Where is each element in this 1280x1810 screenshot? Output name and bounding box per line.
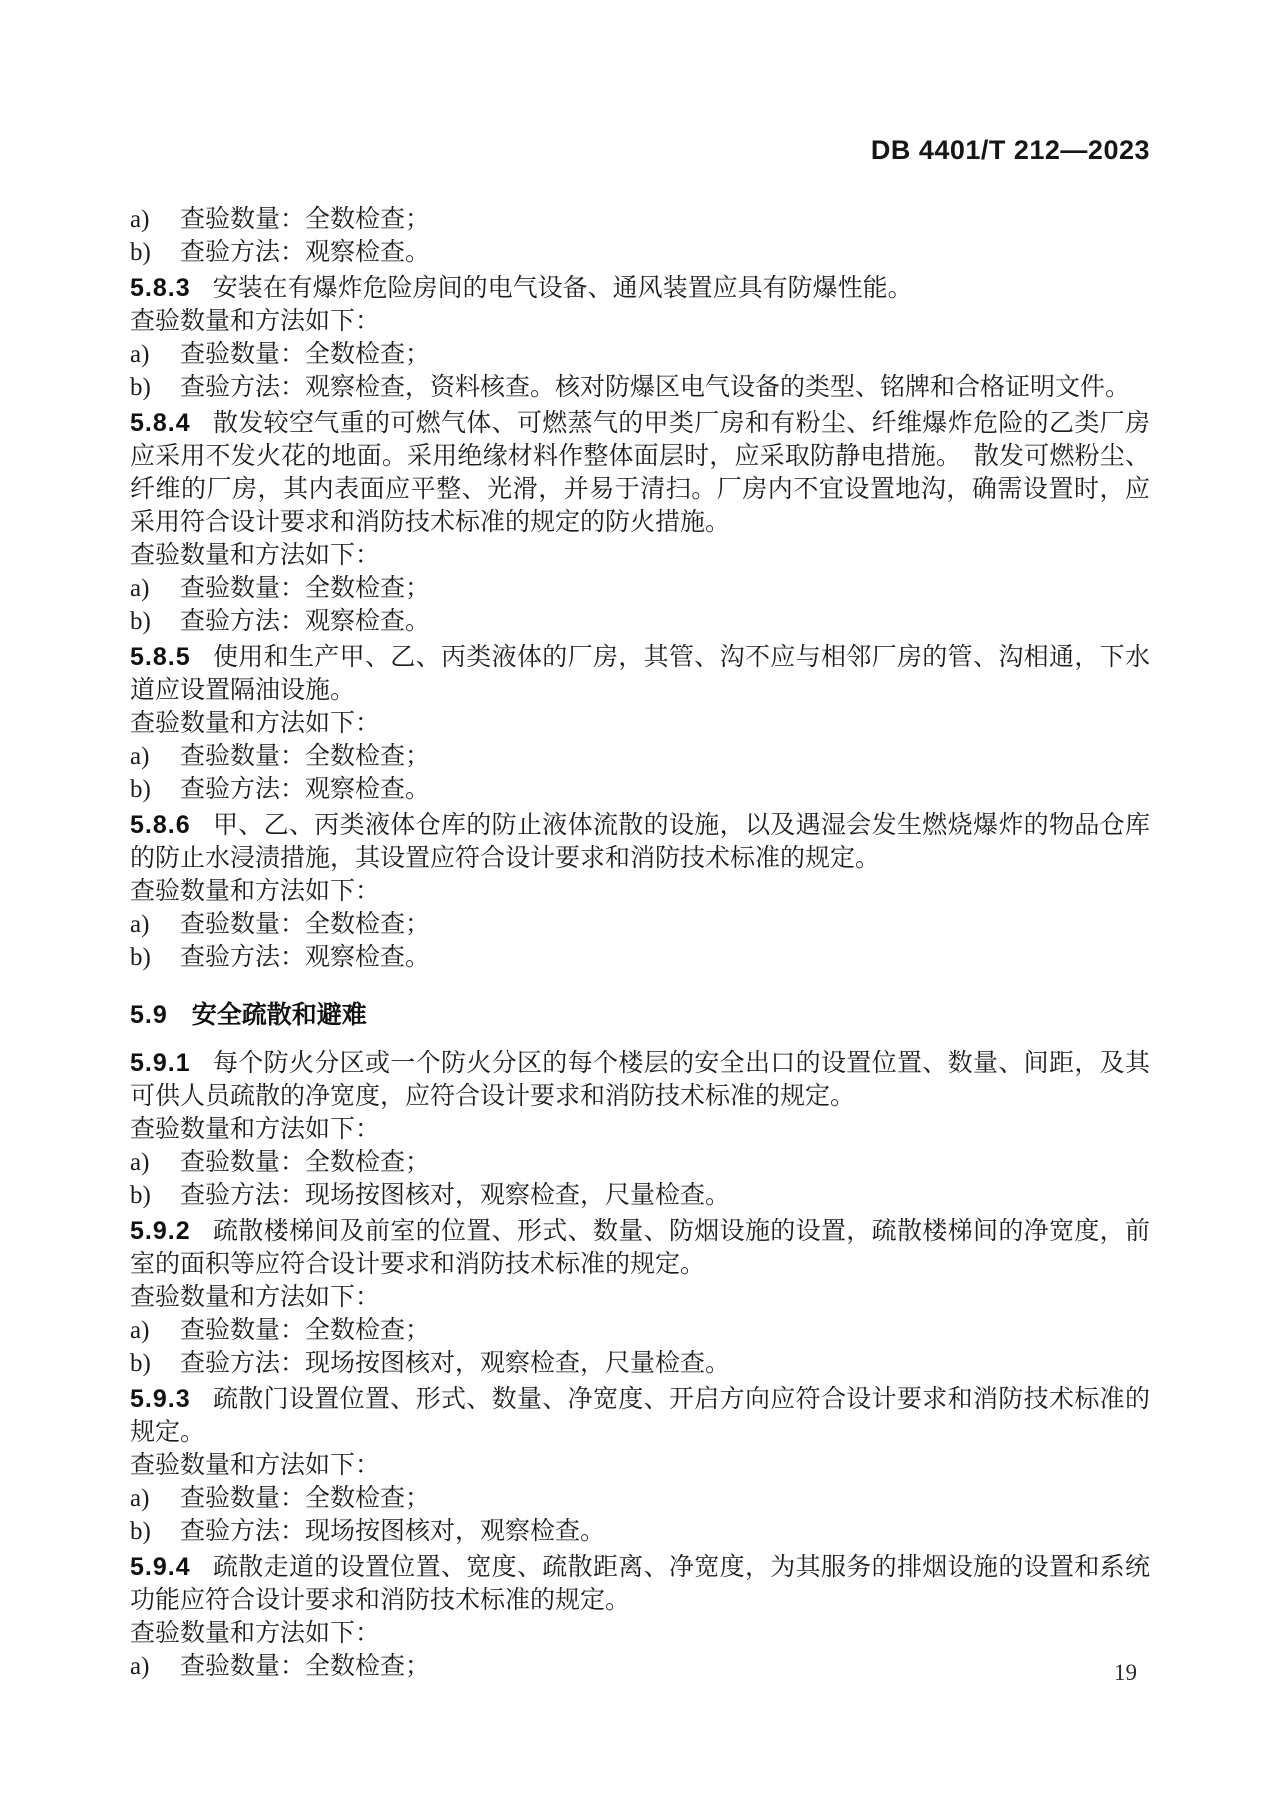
list-item	[130, 203, 1150, 236]
list-item-label: b)	[130, 374, 151, 401]
clause-number: 5.8.5	[130, 643, 191, 671]
list-item-text: 查验方法：观察检查。	[180, 239, 431, 266]
section-heading-5.9	[130, 999, 1150, 1032]
clause-5.9.3	[130, 1383, 1150, 1449]
list-item	[130, 371, 1150, 404]
list-item-label: b)	[130, 1350, 151, 1377]
clause-5.9.4	[130, 1551, 1150, 1617]
list-item	[130, 908, 1150, 941]
page-number: 19	[1114, 1660, 1137, 1685]
list-item-text: 查验数量：全数检查；	[180, 743, 431, 770]
list-item-label: a)	[130, 575, 150, 602]
clause-text: 每个防火分区或一个防火分区的每个楼层的安全出口的设置位置、数量、间距，及其可供人员疏散的净宽度，应符合设计要求和消防技术标准的规定。	[130, 1050, 1150, 1110]
list-item-text: 查验方法：观察检查，资料核查。核对防爆区电气设备的类型、铭牌和合格证明文件。	[180, 374, 1131, 401]
list-item	[130, 572, 1150, 605]
list-item	[130, 941, 1150, 974]
list-item	[130, 1482, 1150, 1515]
clause-5.8.4	[130, 407, 1150, 539]
clause-number: 5.8.3	[130, 274, 191, 302]
list-item	[130, 1347, 1150, 1380]
clause-text: 甲、乙、丙类液体仓库的防止液体流散的设施，以及遇湿会发生燃烧爆炸的物品仓库的防止水浸渍措施，其设置应符合设计要求和消防技术标准的规定。	[130, 812, 1150, 872]
page-content	[130, 135, 1150, 1683]
clause-number: 5.9.2	[130, 1217, 191, 1245]
list-item-label: b)	[130, 944, 151, 971]
clause-number: 5.9.1	[130, 1049, 191, 1077]
list-item-text: 查验数量：全数检查；	[180, 1149, 431, 1176]
list-item	[130, 740, 1150, 773]
list-item	[130, 605, 1150, 638]
clause-number: 5.9.3	[130, 1385, 191, 1413]
clause-number: 5.8.6	[130, 811, 191, 839]
clause-5.8.6	[130, 809, 1150, 875]
list-item-label: a)	[130, 743, 150, 770]
list-item-text: 查验数量：全数检查；	[180, 1317, 431, 1344]
clause-text: 疏散楼梯间及前室的位置、形式、数量、防烟设施的设置，疏散楼梯间的净宽度，前室的面积等应符合设计要求和消防技术标准的规定。	[130, 1218, 1150, 1278]
inspection-intro-line: 查验数量和方法如下：	[130, 308, 381, 335]
list-item-label: a)	[130, 206, 150, 233]
clause-5.8.5	[130, 641, 1150, 707]
section-heading-number: 5.9	[130, 1001, 168, 1029]
list-item-label: b)	[130, 1182, 151, 1209]
list-item-label: a)	[130, 911, 150, 938]
clause-text: 使用和生产甲、乙、丙类液体的厂房，其管、沟不应与相邻厂房的管、沟相通，下水道应设置隔油设施。	[130, 644, 1150, 704]
list-item	[130, 1179, 1150, 1212]
list-item-label: b)	[130, 608, 151, 635]
list-item-text: 查验方法：现场按图核对，观察检查，尺量检查。	[180, 1350, 731, 1377]
inspection-intro-line: 查验数量和方法如下：	[130, 1620, 381, 1647]
list-item	[130, 1146, 1150, 1179]
section-heading-text: 安全疏散和避难	[191, 1001, 367, 1029]
inspection-intro-line: 查验数量和方法如下：	[130, 1116, 381, 1143]
list-item-text: 查验数量：全数检查；	[180, 911, 431, 938]
clause-text: 疏散门设置位置、形式、数量、净宽度、开启方向应符合设计要求和消防技术标准的规定。	[130, 1386, 1150, 1446]
list-item-label: a)	[130, 1653, 150, 1680]
list-item-text: 查验数量：全数检查；	[180, 1485, 431, 1512]
list-item-label: a)	[130, 1485, 150, 1512]
list-item	[130, 1650, 1150, 1683]
list-item-text: 查验方法：观察检查。	[180, 608, 431, 635]
list-item-label: a)	[130, 1317, 150, 1344]
list-item-label: b)	[130, 1518, 151, 1545]
list-item-label: a)	[130, 341, 150, 368]
doc-code-header: DB 4401/T 212—2023	[870, 135, 1150, 165]
inspection-intro-line: 查验数量和方法如下：	[130, 1284, 381, 1311]
list-item	[130, 338, 1150, 371]
clause-text: 疏散走道的设置位置、宽度、疏散距离、净宽度，为其服务的排烟设施的设置和系统功能应符合设计要求和消防技术标准的规定。	[130, 1554, 1150, 1614]
list-item-text: 查验数量：全数检查；	[180, 206, 431, 233]
inspection-intro-line: 查验数量和方法如下：	[130, 1452, 381, 1479]
inspection-intro-line: 查验数量和方法如下：	[130, 710, 381, 737]
list-item-text: 查验数量：全数检查；	[180, 1653, 431, 1680]
list-item	[130, 1515, 1150, 1548]
clause-5.8.3	[130, 272, 1150, 305]
inspection-intro-line: 查验数量和方法如下：	[130, 878, 381, 905]
clause-number: 5.9.4	[130, 1553, 191, 1581]
clause-5.9.2	[130, 1215, 1150, 1281]
list-item-text: 查验数量：全数检查；	[180, 341, 431, 368]
list-item	[130, 236, 1150, 269]
list-item-label: a)	[130, 1149, 150, 1176]
clause-number: 5.8.4	[130, 409, 191, 437]
list-item	[130, 1314, 1150, 1347]
clause-text: 散发较空气重的可燃气体、可燃蒸气的甲类厂房和有粉尘、纤维爆炸危险的乙类厂房应采用不发火花的地面。采用绝缘材料作整体面层时，应采取防静电措施。 散发可燃粉尘、纤维的厂房，其内表面应平整、光滑，并易于清扫。厂房内不宜设置地沟，确需设置时，应采用符合设计要求和消防技术标准的规定的防火措施。	[130, 410, 1150, 536]
list-item-label: b)	[130, 239, 151, 266]
list-item	[130, 773, 1150, 806]
inspection-intro-line: 查验数量和方法如下：	[130, 542, 381, 569]
clause-text: 安装在有爆炸危险房间的电气设备、通风装置应具有防爆性能。	[212, 275, 913, 302]
clause-5.9.1	[130, 1047, 1150, 1113]
list-item-text: 查验数量：全数检查；	[180, 575, 431, 602]
doc-body	[130, 203, 1150, 1683]
list-item-label: b)	[130, 776, 151, 803]
list-item-text: 查验方法：现场按图核对，观察检查。	[180, 1518, 606, 1545]
list-item-text: 查验方法：观察检查。	[180, 944, 431, 971]
list-item-text: 查验方法：观察检查。	[180, 776, 431, 803]
list-item-text: 查验方法：现场按图核对，观察检查，尺量检查。	[180, 1182, 731, 1209]
